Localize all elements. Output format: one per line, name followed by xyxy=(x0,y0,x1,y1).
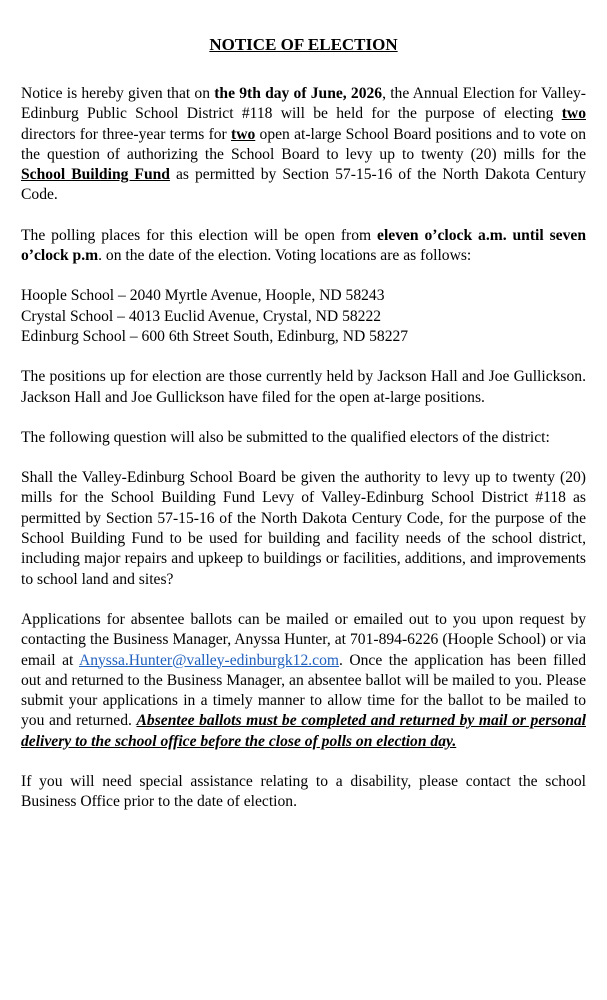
voting-location: Crystal School – 4013 Euclid Avenue, Crystal, ND 58222 xyxy=(21,307,382,325)
page-title: NOTICE OF ELECTION xyxy=(209,35,398,54)
text-run: The polling places for this election will be open from xyxy=(21,226,378,244)
email-link[interactable]: Anyssa.Hunter@valley-edinburgk12.com xyxy=(78,651,340,669)
notice-document xyxy=(21,34,586,833)
voting-locations-list xyxy=(21,286,586,347)
text-run: directors for three-year terms for xyxy=(21,125,232,143)
candidates-paragraph: The positions up for election are those currently held by Jackson Hall and Joe Gullickson. Jackson Hall and Joe Gullickson have filed for the open at-large positions. xyxy=(21,368,586,406)
text-run: . Once the application has been filled out and returned to the Business Manager, an absentee ballot will be mailed to you. Please submit your applications in a timely manner to allow time for the ballot to be mailed to you and returned. xyxy=(21,651,587,730)
ballot-question: Shall the Valley-Edinburg School Board be given the authority to levy up to twenty (20) mills for the School Building Fund Levy of Valley-Edinburg School District #118 as permitted by Section 57-15-16 of the North Dakota Century Code, for the purpose of the School Building Fund to be used for building and facility needs of the school district, including major repairs and upkeep to buildings or facilities, additions, and improvements to school land and sites? xyxy=(21,469,586,588)
text-run: , the Annual Election for Valley-Edinburg Public School District #118 will be held for the purpose of electing xyxy=(21,85,587,123)
voting-location: Hoople School – 2040 Myrtle Avenue, Hoople, ND 58243 xyxy=(21,287,385,305)
election-announcement-paragraph xyxy=(21,84,586,206)
polling-hours-paragraph xyxy=(21,226,586,267)
assistance-paragraph: If you will need special assistance relating to a disability, please contact the school Business Office prior to the date of election. xyxy=(21,773,586,811)
text-run: as permitted by Section 57-15-16 of the North Dakota Century Code. xyxy=(21,166,587,204)
fund-name: School Building Fund xyxy=(21,166,170,184)
director-count: two xyxy=(561,105,586,123)
text-run: open at-large School Board positions and to vote on the question of authorizing the School Board to levy up to twenty (20) mills for the xyxy=(21,125,587,163)
absentee-paragraph xyxy=(21,610,586,752)
text-run: Notice is hereby given that on xyxy=(21,85,215,102)
election-date: the 9th day of June, 2026 xyxy=(214,85,383,102)
absentee-warning: Absentee ballots must be completed and returned by mail or personal delivery to the school office before the close of polls on election day. xyxy=(21,712,586,750)
voting-location: Edinburg School – 600 6th Street South, Edinburg, ND 58227 xyxy=(21,327,409,345)
polling-hours: eleven o’clock a.m. until seven o’clock p.m xyxy=(21,226,586,265)
ballot-question-intro: The following question will also be submitted to the qualified electors of the district: xyxy=(21,428,550,446)
text-run: . on the date of the election. Voting locations are as follows: xyxy=(98,247,472,265)
position-count: two xyxy=(231,125,256,143)
text-run: Applications for absentee ballots can be mailed or emailed out to you upon request by contacting the Business Manager, Anyssa Hunter, at 701-894-6226 (Hoople School) or via email at xyxy=(21,610,586,669)
